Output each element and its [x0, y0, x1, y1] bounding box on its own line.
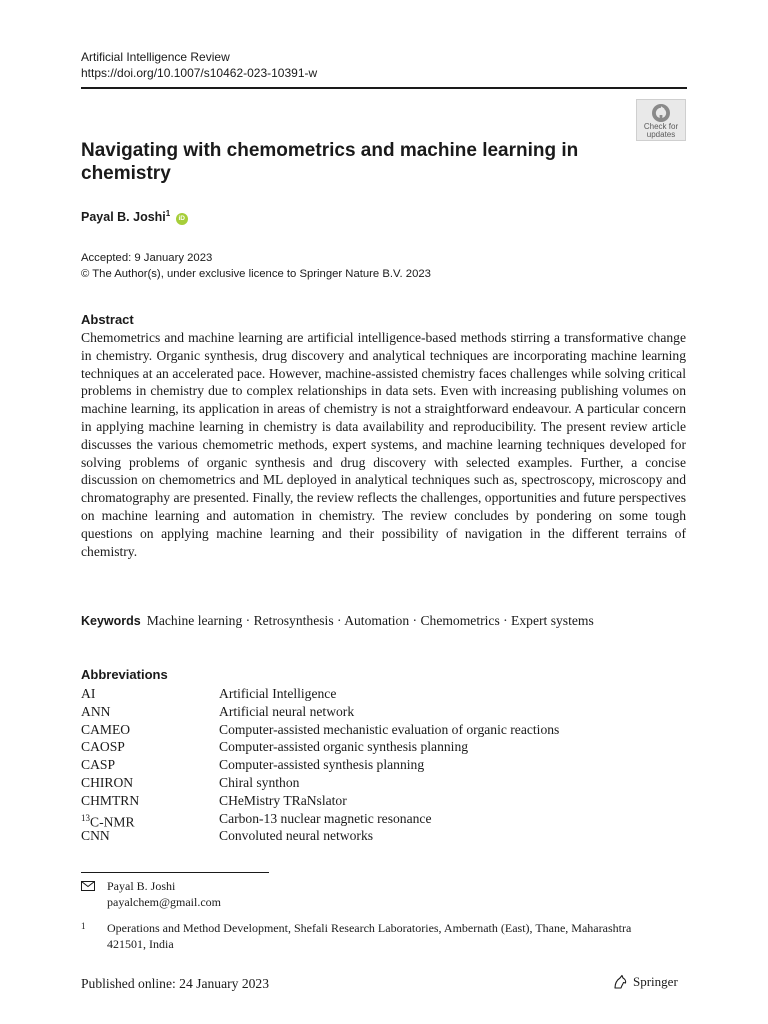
- copyright-notice: © The Author(s), under exclusive licence to Springer Nature B.V. 2023: [81, 268, 431, 280]
- abbreviation-definition: CHeMistry TRaNslator: [219, 792, 347, 808]
- contact-name: Payal B. Joshi: [107, 879, 176, 893]
- abbreviation-term: [81, 756, 219, 774]
- journal-name: Artificial Intelligence Review: [81, 50, 230, 64]
- article-title: Navigating with chemometrics and machine learning in chemistry: [81, 140, 579, 184]
- abbreviation-code: CASP: [81, 757, 116, 773]
- doi-link[interactable]: https://doi.org/10.1007/s10462-023-10391-w: [81, 66, 318, 80]
- abbreviation-code: CAOSP: [81, 739, 125, 755]
- footnote-rule: [81, 872, 269, 873]
- springer-horse-icon: [612, 974, 628, 990]
- abbreviation-code: CAMEO: [81, 721, 131, 737]
- contact-email[interactable]: payalchem@gmail.com: [107, 894, 222, 909]
- abbreviation-row: [81, 792, 559, 810]
- abbreviation-definition: Artificial Intelligence: [219, 686, 337, 701]
- abbreviation-code: CHMTRN: [81, 792, 140, 808]
- abbreviation-code: CNN: [81, 828, 110, 844]
- keywords-label: Keywords: [81, 614, 141, 628]
- abbreviation-code: AI: [81, 686, 96, 701]
- abbreviation-term: [81, 738, 219, 756]
- abbreviation-code: CHIRON: [81, 774, 134, 790]
- author-affiliation-marker: 1: [165, 209, 171, 218]
- published-online: Published online: 24 January 2023: [81, 976, 270, 991]
- abbreviation-definition: Computer-assisted synthesis planning: [219, 757, 425, 773]
- springer-logo[interactable]: [612, 974, 678, 990]
- abbreviation-definition: Artificial neural network: [219, 703, 355, 719]
- abbreviation-definition: Computer-assisted organic synthesis planning: [219, 739, 469, 755]
- envelope-icon: [81, 881, 95, 891]
- check-for-updates-icon: [651, 103, 671, 123]
- abbreviation-superscript: 13: [81, 812, 90, 823]
- author-line: [81, 209, 188, 225]
- article-dates: [81, 250, 431, 282]
- abstract-text: Chemometrics and machine learning are artificial intelligence-based methods stirring a transformative change in chemistry. Organic synthesis, drug discovery and analytical techniques are incorporating machine learning techniques at an accelerated pace. However, machine-assisted chemistry faces challenges while solving critical problems in chemistry due to complex relationships in data sets. Even with increasing publishing volumes on machine learning, its application in areas of chemistry is not a straightforward endeavour. A particular concern in applying machine learning in chemistry is data availability and reproducibility. The present review article discusses the various chemometric methods, expert systems, and machine learning techniques developed for solving problems of organic synthesis and drug discovery with selected examples. Further, a concise discussion on chemometrics and ML deployed in analytical techniques such as, spectroscopy, microscopy and chromatography are presented. Finally, the review reflects the challenges, opportunities and future perspectives on machine learning and automation in chemistry. The review concludes by pondering on some tough questions on applying machine learning and their possibility of navigation in the different terrains of chemistry.: [81, 330, 686, 559]
- abbreviation-code: ANN: [81, 703, 111, 719]
- abbreviation-code: C-NMR: [90, 814, 135, 830]
- abbreviation-row: [81, 774, 559, 792]
- abbreviation-term: [81, 685, 219, 703]
- abbreviation-row: [81, 810, 559, 828]
- abbreviation-row: [81, 738, 559, 756]
- abbreviation-term: [81, 827, 219, 845]
- check-for-updates-line2: updates: [646, 130, 676, 139]
- affiliation-number: 1: [81, 921, 86, 931]
- abbreviation-term: [81, 703, 219, 721]
- abbreviation-term: [81, 810, 219, 828]
- abstract-heading: Abstract: [81, 312, 134, 327]
- abbreviation-definition: Carbon-13 nuclear magnetic resonance: [219, 810, 432, 826]
- author-name[interactable]: Payal B. Joshi: [81, 210, 166, 225]
- abbreviation-definition: Chiral synthon: [219, 774, 300, 790]
- abbreviation-term: [81, 774, 219, 792]
- abbreviations-table: [81, 685, 559, 845]
- keywords-section: [81, 612, 686, 631]
- abbreviation-definition: Computer-assisted mechanistic evaluation of organic reactions: [219, 721, 560, 737]
- affiliation-text: Operations and Method Development, Shefali Research Laboratories, Ambernath (East), Thane, Maharashtra 421501, India: [107, 921, 632, 951]
- journal-header: [81, 49, 317, 81]
- abbreviation-row: [81, 721, 559, 739]
- keywords-text: Machine learning · Retrosynthesis · Automation · Chemometrics · Expert systems: [146, 613, 594, 628]
- accepted-date: Accepted: 9 January 2023: [81, 252, 213, 264]
- orcid-icon[interactable]: iD: [176, 213, 188, 225]
- abbreviation-term: [81, 792, 219, 810]
- abbreviation-definition: Convoluted neural networks: [219, 828, 374, 844]
- check-for-updates-line1: Check for: [643, 122, 679, 131]
- abbreviation-row: [81, 827, 559, 845]
- abbreviation-row: [81, 756, 559, 774]
- abbreviations-heading: Abbreviations: [81, 667, 168, 682]
- header-rule: [81, 87, 687, 89]
- publisher-name: Springer: [633, 974, 678, 989]
- contact-footnote: [81, 879, 221, 910]
- affiliation-footnote: [81, 921, 671, 952]
- abbreviation-row: [81, 703, 559, 721]
- check-for-updates-badge[interactable]: [636, 99, 686, 141]
- abbreviation-term: [81, 721, 219, 739]
- abbreviation-row: [81, 685, 559, 703]
